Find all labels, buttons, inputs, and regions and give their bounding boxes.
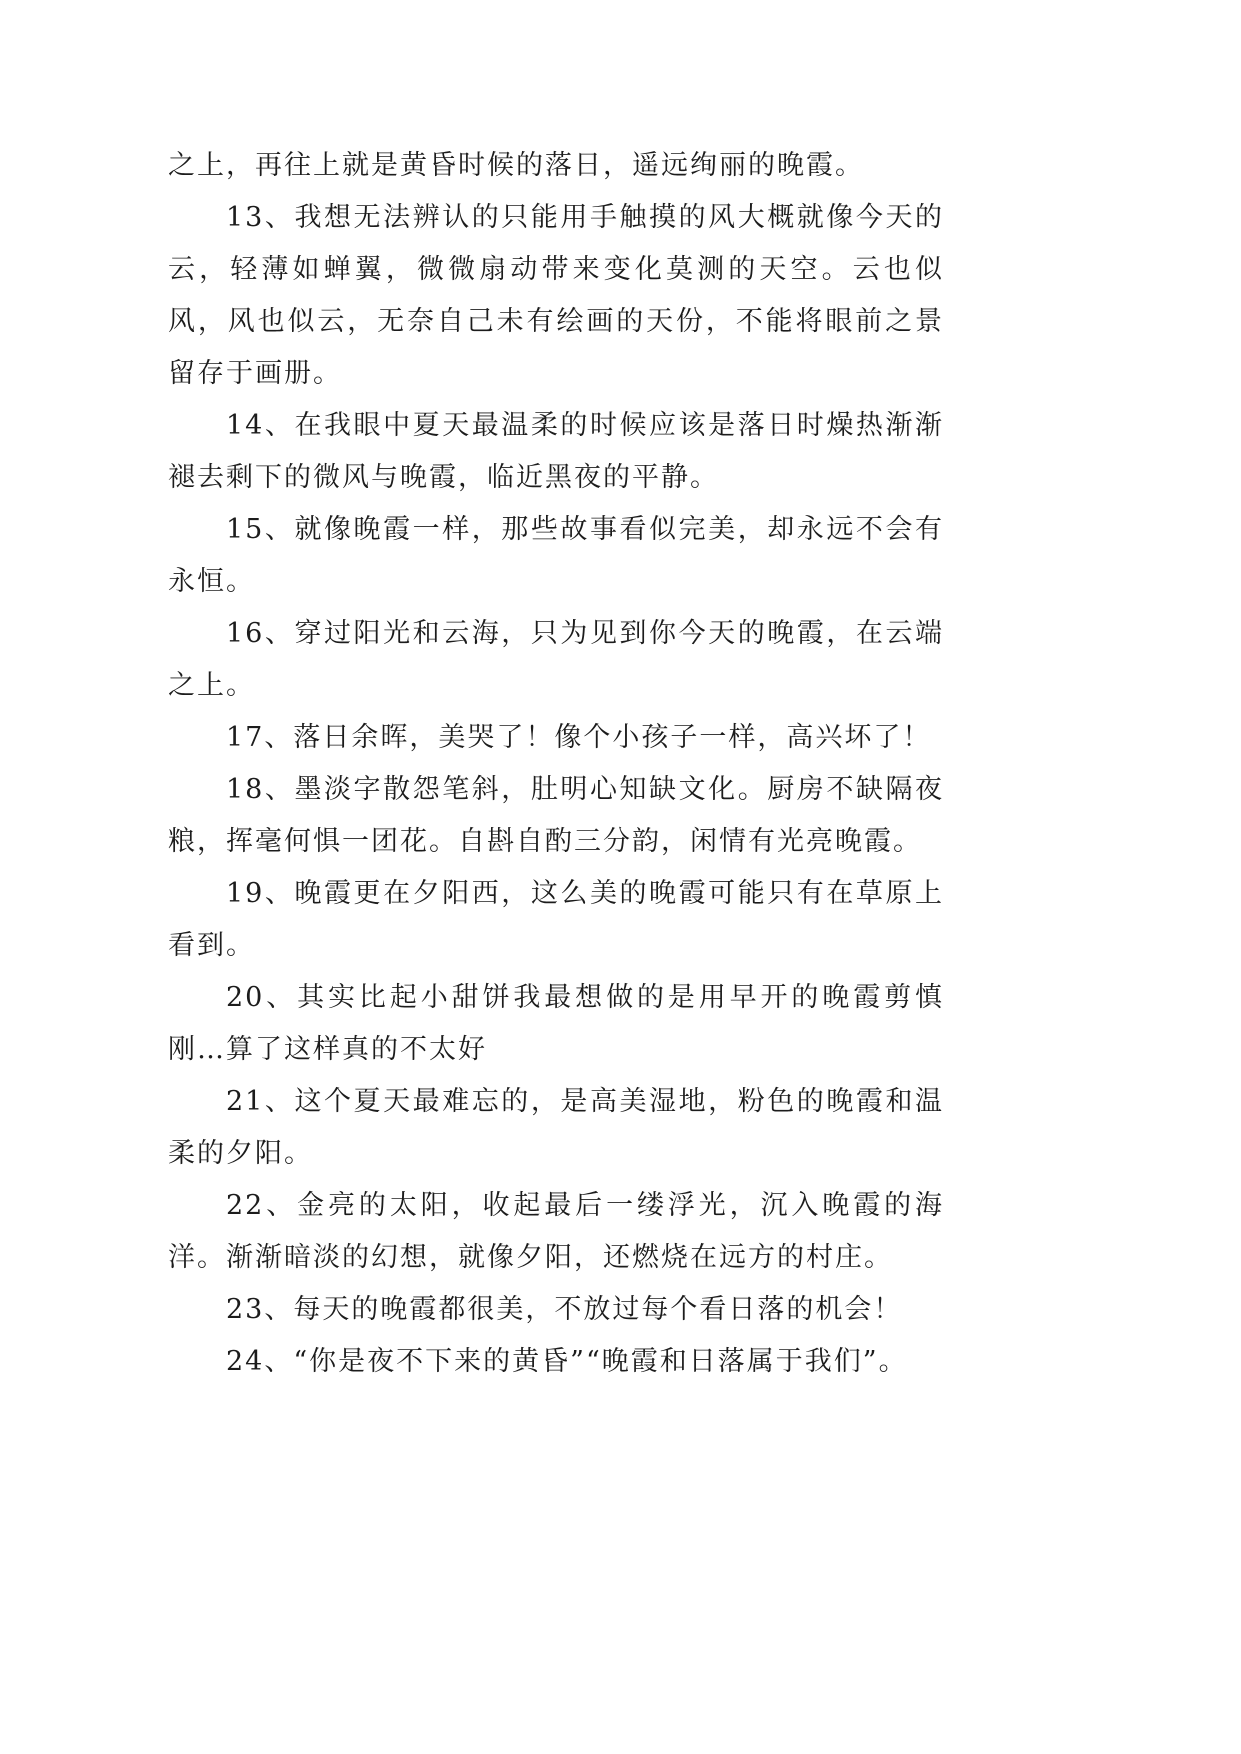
paragraph-item-18: 18、墨淡字散怨笔斜，肚明心知缺文化。厨房不缺隔夜粮，挥毫何惧一团花。自斟自酌三分韵，闲情有光亮晚霞。 [168, 774, 944, 857]
paragraph-item-13: 13、我想无法辨认的只能用手触摸的风大概就像今天的云，轻薄如蝉翼，微微扇动带来变化莫测的天空。云也似风，风也似云，无奈自己未有绘画的天份，不能将眼前之景留存于画册。 [168, 202, 944, 389]
paragraph-item-22: 22、金亮的太阳，收起最后一缕浮光，沉入晚霞的海洋。渐渐暗淡的幻想，就像夕阳，还燃烧在远方的村庄。 [168, 1190, 944, 1273]
paragraph-item-24: 24、“你是夜不下来的黄昏”“晚霞和日落属于我们”。 [226, 1346, 908, 1377]
paragraph-continuation: 之上，再往上就是黄昏时候的落日，遥远绚丽的晚霞。 [168, 150, 864, 181]
paragraph-item-19: 19、晚霞更在夕阳西，这么美的晚霞可能只有在草原上看到。 [168, 878, 944, 961]
document-body [168, 140, 944, 1388]
paragraph-item-23: 23、每天的晚霞都很美，不放过每个看日落的机会！ [226, 1294, 903, 1325]
paragraph-item-15: 15、就像晚霞一样，那些故事看似完美，却永远不会有永恒。 [168, 514, 944, 597]
paragraph-item-14: 14、在我眼中夏天最温柔的时候应该是落日时燥热渐渐褪去剩下的微风与晚霞，临近黑夜的平静。 [168, 410, 944, 493]
paragraph-item-16: 16、穿过阳光和云海，只为见到你今天的晚霞，在云端之上。 [168, 618, 944, 701]
paragraph-item-17: 17、落日余晖，美哭了！像个小孩子一样，高兴坏了！ [226, 722, 932, 753]
paragraph-item-20: 20、其实比起小甜饼我最想做的是用早开的晚霞剪慎刚…算了这样真的不太好 [168, 982, 944, 1065]
paragraph-item-21: 21、这个夏天最难忘的，是高美湿地，粉色的晚霞和温柔的夕阳。 [168, 1086, 944, 1169]
